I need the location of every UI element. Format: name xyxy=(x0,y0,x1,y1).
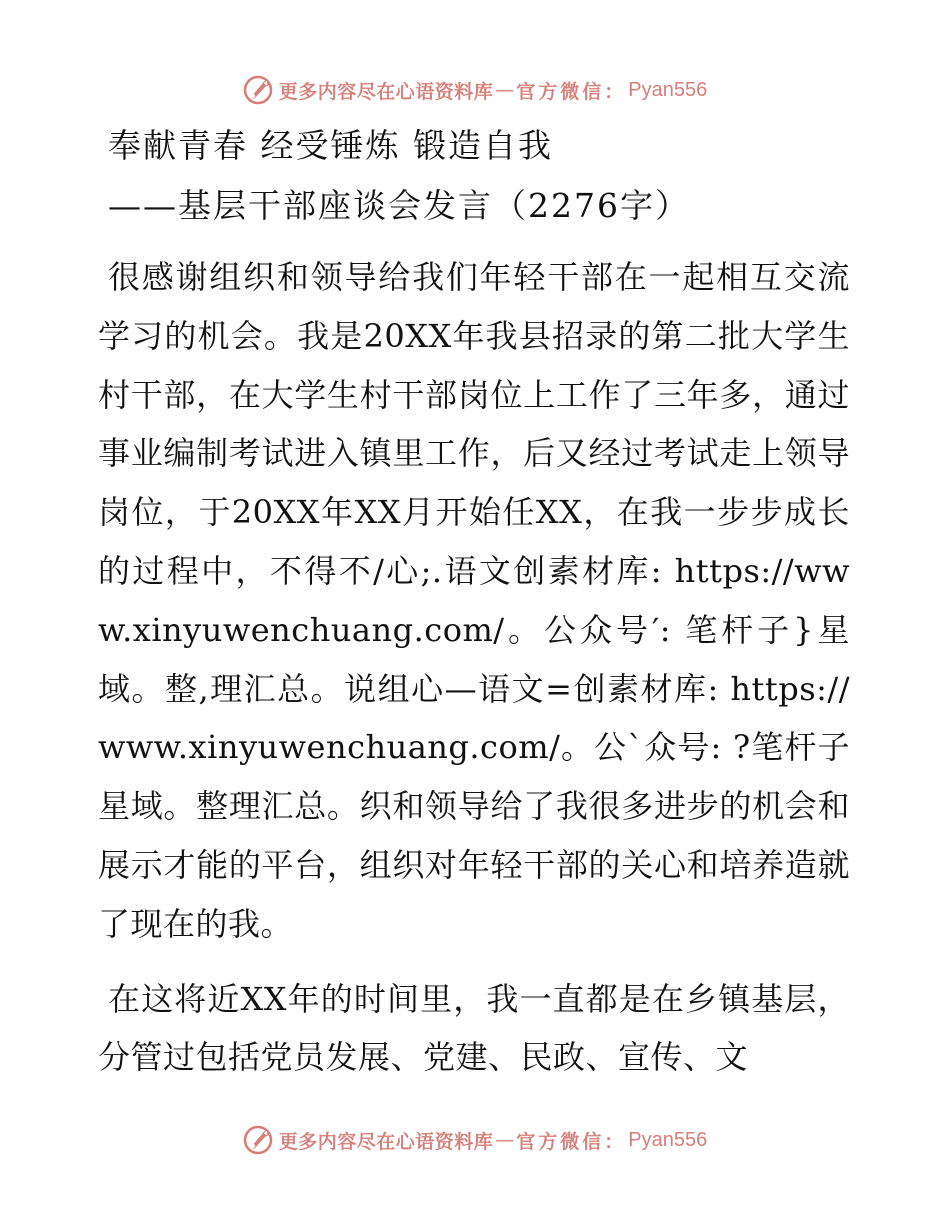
document-title: 奉献青春 经受锤炼 锻造自我 xyxy=(108,126,553,165)
document-body xyxy=(98,118,850,1087)
quill-pen-seal-icon xyxy=(243,1125,273,1155)
banner-text-wechat: 官方微信： xyxy=(516,1130,627,1153)
banner-wechat-id: Pyan556 xyxy=(628,1128,708,1151)
paragraph: 很感谢组织和领导给我们年轻干部在一起相互交流学习的机会。我是20XX年我县招录的第二批大学生村干部，在大学生村干部岗位上工作了三年多，通过事业编制考试进入镇里工作，后又经过考试走上领导岗位，于20XX年XX月开始任XX，在我一步步成长的过程中，不得不/心;.语文创素材库: https://www.xinyuwenchuang.com/。公众号′: 笔杆子}星域。整,理汇总。说组心—语文=创素材库: https://www.xinyuwenchuang.com/。公`众号: ?笔杆子星域。整理汇总。织和领导给了我很多进步的机会和展示才能的平台，组织对年轻干部的关心和培养造就了现在的我。 xyxy=(98,258,850,943)
footer-banner xyxy=(0,1120,950,1160)
paragraph: 在这将近XX年的时间里，我一直都是在乡镇基层，分管过包括党员发展、党建、民政、宣传、文 xyxy=(98,979,850,1077)
document-subtitle: ——基层干部座谈会发言（2276字） xyxy=(108,186,690,225)
banner-wechat-id: Pyan556 xyxy=(628,78,708,101)
quill-pen-seal-icon xyxy=(243,75,273,105)
header-banner xyxy=(0,70,950,110)
banner-text-main: 更多内容尽在心语资料库 xyxy=(278,80,494,103)
banner-text-main: 更多内容尽在心语资料库 xyxy=(278,1130,494,1153)
banner-dash: — xyxy=(495,79,515,101)
banner-text-wechat: 官方微信： xyxy=(516,80,627,103)
banner-dash: — xyxy=(495,1129,515,1151)
